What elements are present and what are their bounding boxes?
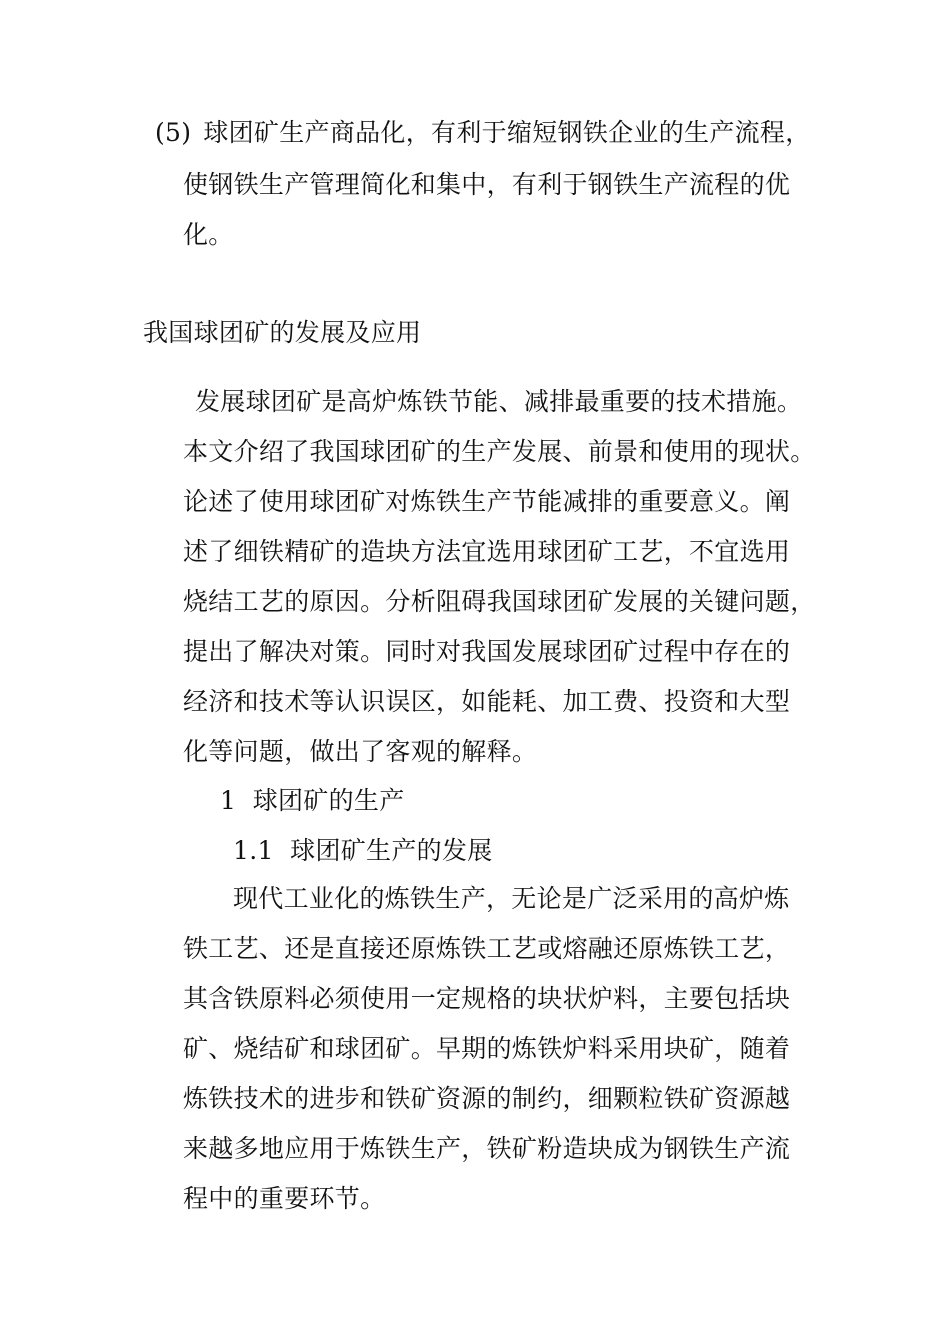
- abstract-line-3: 论述了使用球团矿对炼铁生产节能减排的重要意义。阐: [183, 487, 791, 516]
- body-line-3: 其含铁原料必须使用一定规格的块状炉料，主要包括块: [183, 984, 791, 1013]
- item-5-line-1: [155, 118, 811, 148]
- body-line-4: 矿、烧结矿和球团矿。早期的炼铁炉料采用块矿，随着: [183, 1034, 791, 1063]
- item-5-line-3: 化。: [183, 220, 234, 249]
- abstract-line-2: 本文介绍了我国球团矿的生产发展、前景和使用的现状。: [183, 437, 816, 466]
- item-5-line-2: 使钢铁生产管理简化和集中，有利于钢铁生产流程的优: [183, 170, 791, 199]
- item-number: (5): [155, 118, 192, 147]
- abstract-line-4: 述了细铁精矿的造块方法宜选用球团矿工艺，不宜选用: [183, 537, 791, 566]
- abstract-line-7: 经济和技术等认识误区，如能耗、加工费、投资和大型: [183, 687, 791, 716]
- body-line-2: 铁工艺、还是直接还原炼铁工艺或熔融还原炼铁工艺，: [183, 934, 791, 963]
- abstract-line-6: 提出了解决对策。同时对我国发展球团矿过程中存在的: [183, 637, 791, 666]
- abstract-line-8: 化等问题，做出了客观的解释。: [183, 737, 538, 766]
- abstract-line-1: 发展球团矿是高炉炼铁节能、减排最重要的技术措施。: [195, 387, 803, 416]
- body-line-1: 现代工业化的炼铁生产，无论是广泛采用的高炉炼: [233, 884, 790, 913]
- body-line-5: 炼铁技术的进步和铁矿资源的制约，细颗粒铁矿资源越: [183, 1084, 791, 1113]
- section-title: 我国球团矿的发展及应用: [143, 318, 422, 347]
- heading-1-1: 1.1 球团矿生产的发展: [233, 836, 493, 865]
- abstract-line-5: 烧结工艺的原因。分析阻碍我国球团矿发展的关键问题，: [183, 587, 816, 616]
- body-line-6: 来越多地应用于炼铁生产，铁矿粉造块成为钢铁生产流: [183, 1134, 791, 1163]
- body-line-7: 程中的重要环节。: [183, 1184, 386, 1213]
- heading-1: 1 球团矿的生产: [220, 786, 405, 815]
- item-5-text-1: 球团矿生产商品化，有利于缩短钢铁企业的生产流程，: [203, 118, 811, 147]
